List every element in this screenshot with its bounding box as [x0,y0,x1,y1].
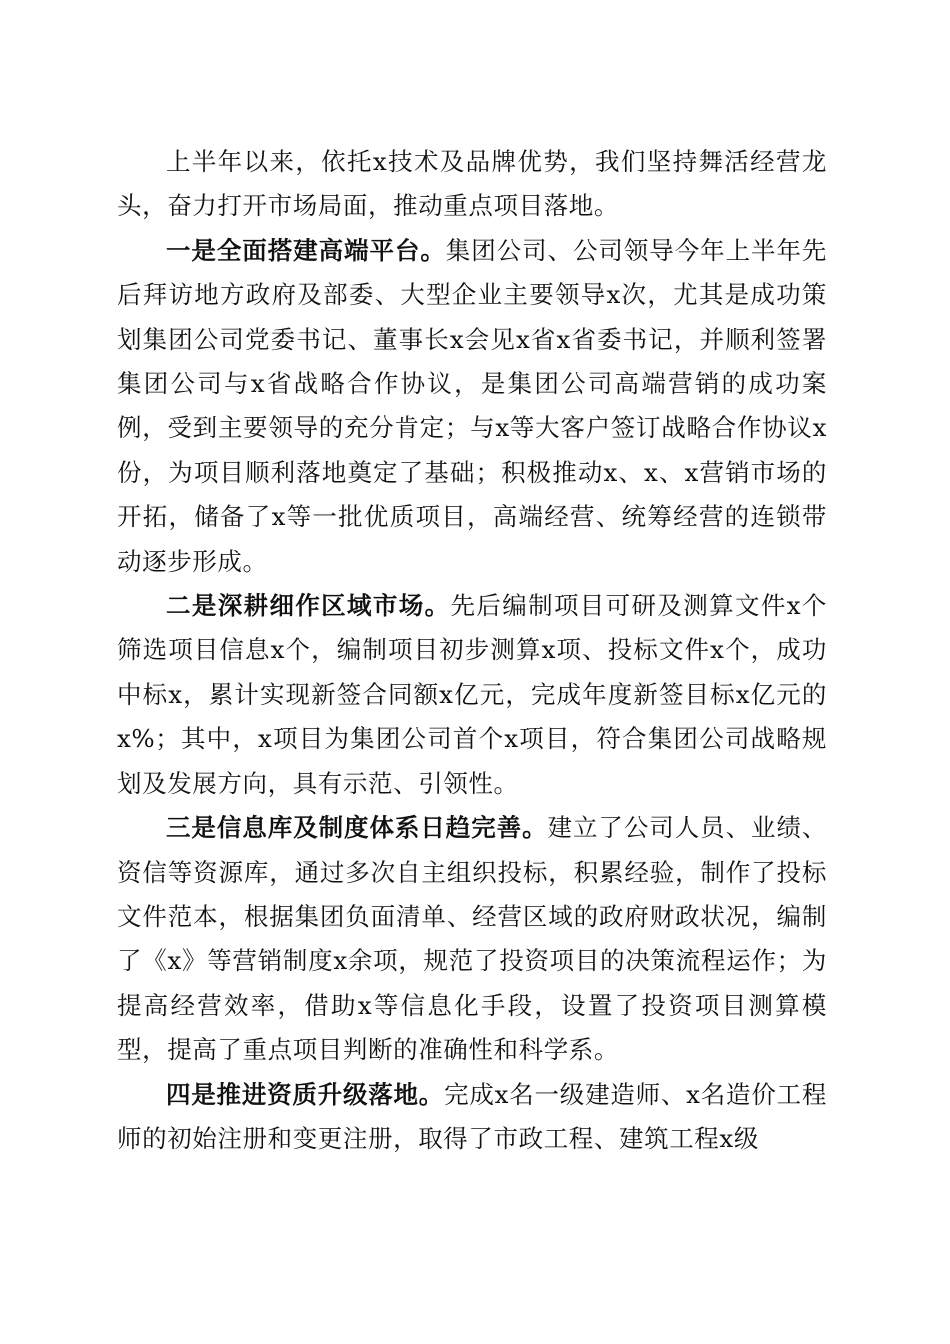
paragraph-text: 先后编制项目可研及测算文件x个筛选项目信息x个，编制项目初步测算x项、投标文件x个，成功中标x，累计实现新签合同额x亿元，完成年度新签目标x亿元的x%；其中，x项目为集团公司首个x项目，符合集团公司战略规划及发展方向，具有示范、引领性。 [117,591,827,798]
paragraph-text: 完成x名一级建造师、x名造价工程师的初始注册和变更注册，取得了市政工程、建筑工程x级 [117,1079,827,1153]
paragraph-text: 集团公司、公司领导今年上半年先后拜访地方政府及部委、大型企业主要领导x次，尤其是成功策划集团公司党委书记、董事长x会见x省x省委书记，并顺利签署集团公司与x省战略合作协议，是集团公司高端营销的成功案例，受到主要领导的充分肯定；与x等大客户签订战略合作协议x份，为项目顺利落地奠定了基础；积极推动x、x、x营销市场的开拓，储备了x等一批优质项目，高端经营、统筹经营的连锁带动逐步形成。 [117,235,827,576]
paragraph-intro [117,140,827,229]
paragraph-lead: 三是信息库及制度体系日趋完善。 [166,813,548,843]
paragraph-qualification-upgrade [117,1073,827,1162]
document-body [117,140,827,1161]
paragraph-lead: 二是深耕细作区域市场。 [166,591,451,621]
paragraph-lead: 四是推进资质升级落地。 [166,1079,445,1109]
paragraph-text: 建立了公司人员、业绩、资信等资源库，通过多次自主组织投标，积累经验，制作了投标文件范本，根据集团负面清单、经营区域的政府财政状况，编制了《x》等营销制度x余项，规范了投资项目的决策流程运作；为提高经营效率，借助x等信息化手段，设置了投资项目测算模型，提高了重点项目判断的准确性和科学系。 [117,813,828,1065]
paragraph-information-system [117,806,827,1072]
paragraph-high-end-platform [117,229,827,584]
paragraph-regional-market [117,584,827,806]
paragraph-lead: 一是全面搭建高端平台。 [166,235,446,265]
paragraph-text: 上半年以来，依托x技术及品牌优势，我们坚持舞活经营龙头，奋力打开市场局面，推动重点项目落地。 [117,147,827,221]
